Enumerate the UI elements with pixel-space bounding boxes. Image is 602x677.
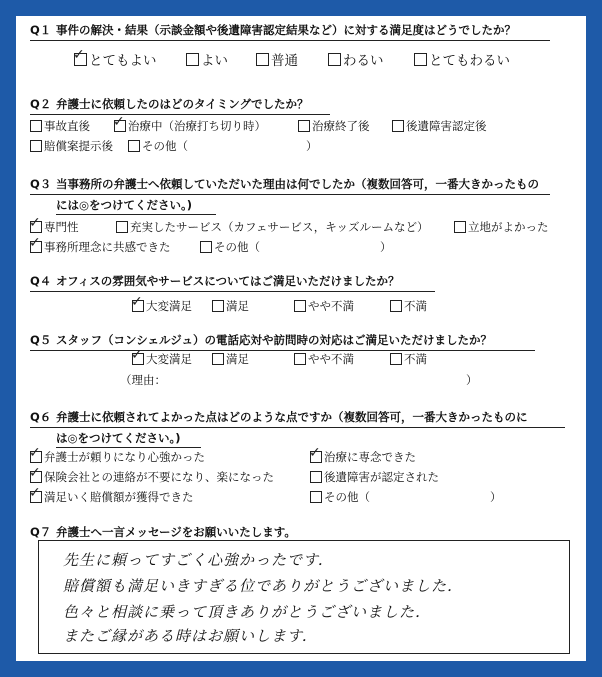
checkbox[interactable] [294, 353, 306, 365]
checkmark-icon: ✓ [309, 445, 321, 461]
q2-option-label: 治療終了後 [312, 119, 370, 133]
checkbox[interactable] [29, 485, 42, 503]
checkbox[interactable] [29, 215, 42, 233]
q5-text: スタッフ（コンシェルジュ）の電話応対や訪問時の対応はご満足いただけましたか？ [56, 333, 492, 347]
q7-heading [30, 524, 296, 540]
checkmark-icon: ✓ [29, 485, 41, 501]
checkbox[interactable] [29, 445, 42, 463]
q2-option-label: 後遺障害認定後 [406, 119, 487, 133]
checkmark-icon: ✓ [29, 445, 41, 461]
q5-option-4[interactable] [390, 351, 427, 367]
q1-option-label: よい [201, 53, 228, 69]
checkbox[interactable] [310, 491, 322, 503]
q6-option-label: その他（ [324, 490, 370, 504]
checkbox[interactable] [131, 294, 144, 312]
q6-option-label: 保険会社との連絡が不要になり、楽になった [44, 470, 274, 484]
checkbox[interactable] [256, 53, 269, 66]
q6-underline-1 [30, 427, 565, 428]
q3-underline-2 [56, 214, 216, 215]
checkbox[interactable] [390, 300, 402, 312]
q3-option-label: その他（ [214, 240, 260, 254]
checkbox[interactable] [116, 221, 128, 233]
q5-option-label: 不満 [404, 352, 427, 366]
checkmark-icon: ✓ [29, 235, 41, 251]
message-box[interactable] [38, 540, 570, 654]
checkbox[interactable] [186, 53, 199, 66]
checkmark-icon: ✓ [113, 114, 125, 130]
checkbox[interactable] [310, 471, 322, 483]
q1-option-label: とてもよい [89, 53, 157, 69]
checkbox[interactable] [212, 353, 224, 365]
q3-option-4[interactable] [29, 235, 171, 255]
q3-option-other[interactable] [200, 239, 260, 255]
message-line-3: 色々と相談に乗って頂きありがとうございました． [63, 603, 432, 621]
q3-underline-1 [30, 194, 550, 195]
q2-option-label: 事故直後 [44, 119, 90, 133]
q1-option-label: わるい [343, 53, 384, 69]
q6-option-3[interactable] [29, 465, 274, 485]
q6-heading-line2: は◎をつけてください。) [56, 431, 181, 445]
checkmark-icon: ✓ [131, 294, 143, 310]
q6-option-label: 満足いく賠償額が獲得できた [44, 490, 194, 504]
q4-option-label: 大変満足 [146, 299, 192, 313]
checkbox[interactable] [30, 120, 42, 132]
message-line-2: 賠償額も満足いきすぎる位でありがとうございました． [63, 577, 464, 595]
q1-option-1[interactable] [73, 46, 157, 69]
q6-option-1[interactable] [29, 445, 205, 465]
q6-option-4[interactable] [310, 469, 439, 485]
q2-option-1[interactable] [30, 118, 90, 134]
q2-option-label: 治療中（治療打ち切り時） [128, 119, 266, 133]
checkmark-icon: ✓ [29, 215, 41, 231]
checkbox[interactable] [200, 241, 212, 253]
q3-other-close: ） [380, 240, 392, 254]
checkbox[interactable] [454, 221, 466, 233]
q7-number: Q７ [30, 525, 52, 539]
q2-text: 弁護士に依頼したのはどのタイミングでしたか？ [56, 97, 309, 111]
q6-option-label: 治療に専念できた [324, 450, 416, 464]
q5-reason-label: （理由： [120, 373, 166, 387]
checkbox[interactable] [113, 114, 126, 132]
q4-option-1[interactable] [131, 294, 192, 314]
q2-underline [30, 114, 330, 115]
checkbox[interactable] [29, 465, 42, 483]
q2-option-4[interactable] [392, 118, 487, 134]
checkbox[interactable] [309, 445, 322, 463]
checkbox[interactable] [294, 300, 306, 312]
q2-option-label: その他（ [142, 139, 188, 153]
q4-option-3[interactable] [294, 298, 354, 314]
q3-option-label: 事務所理念に共感できた [44, 240, 171, 254]
q6-other-close: ） [490, 490, 502, 504]
q3-option-1[interactable] [29, 215, 79, 235]
checkbox[interactable] [392, 120, 404, 132]
q4-text: オフィスの雰囲気やサービスについてはご満足いただけましたか？ [56, 274, 400, 288]
q5-option-label: やや不満 [308, 352, 354, 366]
q5-option-label: 満足 [226, 352, 249, 366]
checkbox[interactable] [298, 120, 310, 132]
q6-option-label: 後遺障害が認定された [324, 470, 439, 484]
q2-option-5[interactable] [30, 138, 113, 154]
q4-option-4[interactable] [390, 298, 427, 314]
checkbox[interactable] [73, 46, 87, 66]
q5-heading [30, 332, 492, 348]
checkbox[interactable] [29, 235, 42, 253]
q2-option-other[interactable] [128, 138, 188, 154]
q4-number: Q４ [30, 274, 52, 288]
q4-option-label: 不満 [404, 299, 427, 313]
q1-option-2[interactable] [186, 49, 228, 69]
q1-option-3[interactable] [256, 49, 298, 69]
message-line-1: 先生に頼ってすごく心強かったです． [63, 551, 334, 569]
q2-option-label: 賠償案提示後 [44, 139, 113, 153]
q2-number: Q２ [30, 97, 52, 111]
checkbox[interactable] [131, 347, 144, 365]
q2-option-3[interactable] [298, 118, 370, 134]
q3-option-label: 立地がよかった [468, 220, 549, 234]
q3-text: 当事務所の弁護士へ依頼していただいた理由は何でしたか（複数回答可，一番大きかったもの [56, 177, 539, 191]
q6-underline-2 [56, 447, 201, 448]
q1-heading [30, 22, 516, 38]
checkmark-icon: ✓ [29, 465, 41, 481]
q1-option-4[interactable] [328, 49, 384, 69]
q5-number: Q５ [30, 333, 52, 347]
q3-option-label: 専門性 [44, 220, 79, 234]
checkmark-icon: ✓ [73, 46, 85, 63]
q3-heading-line2: には◎をつけてください。) [56, 198, 193, 212]
q1-text: 事件の解決・結果（示談金額や後遺障害認定結果など）に対する満足度はどうでしたか？ [56, 23, 516, 37]
q4-option-2[interactable] [212, 298, 249, 314]
q4-option-label: やや不満 [308, 299, 354, 313]
checkbox[interactable] [328, 53, 341, 66]
q5-underline [30, 350, 535, 351]
q1-underline [30, 40, 550, 41]
q4-heading [30, 273, 400, 289]
q1-option-label: とてもわるい [429, 53, 510, 69]
checkbox[interactable] [128, 140, 140, 152]
checkmark-icon: ✓ [131, 347, 143, 363]
q2-option-2[interactable] [113, 114, 266, 134]
q7-text: 弁護士へ一言メッセージをお願いいたします。 [56, 525, 296, 539]
survey-sheet [16, 16, 586, 661]
q3-option-label: 充実したサービス（カフェサービス，キッズルームなど） [130, 220, 429, 234]
q3-option-3[interactable] [454, 219, 549, 235]
checkbox[interactable] [414, 53, 427, 66]
q1-option-5[interactable] [414, 49, 510, 69]
q6-option-other[interactable] [310, 489, 370, 505]
q5-option-1[interactable] [131, 347, 192, 367]
message-line-4: またご縁がある時はお願いします． [63, 627, 318, 645]
q6-text: 弁護士に依頼されてよかった点はどのような点ですか（複数回答可，一番大きかったものに [56, 410, 528, 424]
q6-option-5[interactable] [29, 485, 194, 505]
q1-number: Q１ [30, 23, 52, 37]
q3-option-2[interactable] [116, 219, 429, 235]
q4-underline [30, 291, 435, 292]
q3-number: Q３ [30, 177, 52, 191]
checkbox[interactable] [390, 353, 402, 365]
q3-heading [30, 176, 539, 192]
q6-option-label: 弁護士が頼りになり心強かった [44, 450, 205, 464]
q5-option-2[interactable] [212, 351, 249, 367]
q5-reason-close: ） [466, 373, 478, 387]
q6-number: Q６ [30, 410, 52, 424]
q4-option-label: 満足 [226, 299, 249, 313]
q6-option-2[interactable] [309, 445, 416, 465]
checkbox[interactable] [212, 300, 224, 312]
q1-option-label: 普通 [271, 53, 298, 69]
checkbox[interactable] [30, 140, 42, 152]
q5-option-label: 大変満足 [146, 352, 192, 366]
q5-option-3[interactable] [294, 351, 354, 367]
q2-other-close: ） [306, 139, 318, 153]
q6-heading [30, 409, 528, 425]
q2-heading [30, 96, 309, 112]
